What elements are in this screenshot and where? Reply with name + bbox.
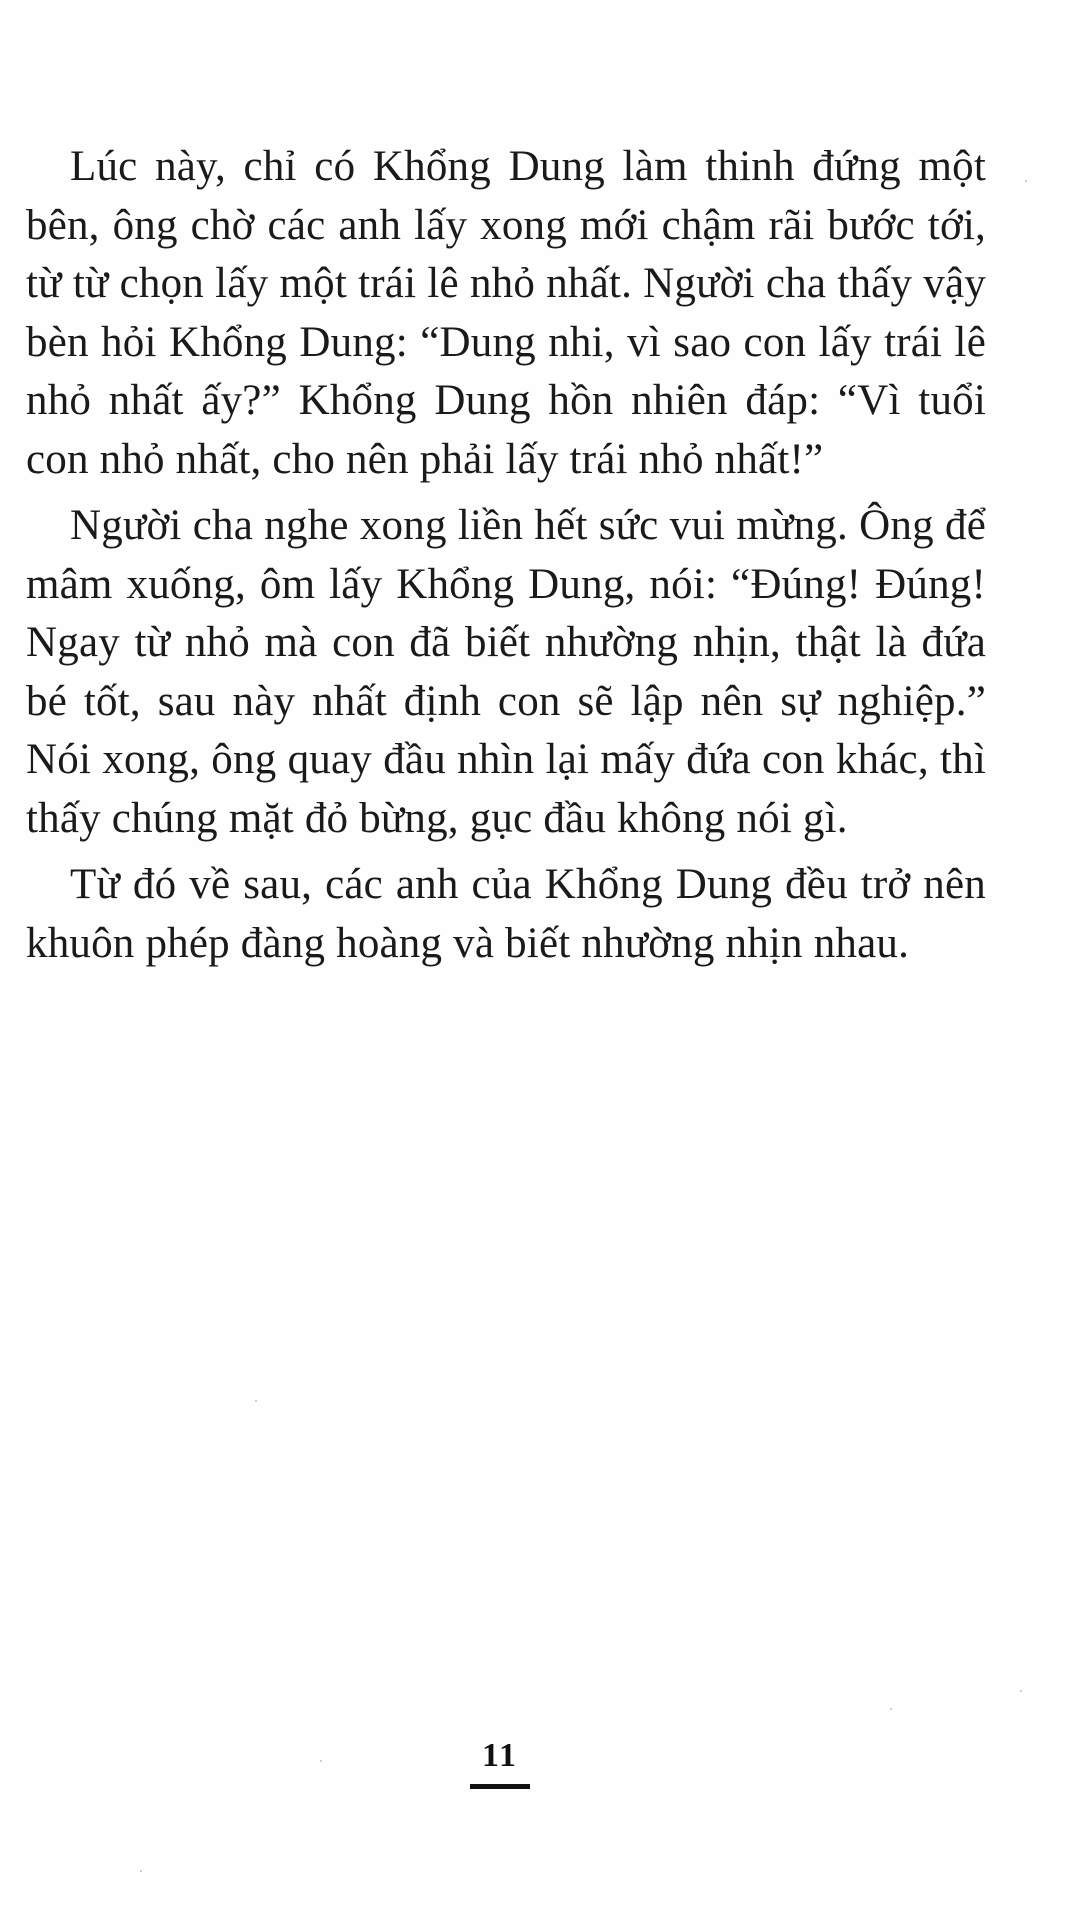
page-number-underline — [470, 1784, 530, 1789]
paper-speck — [255, 1400, 257, 1402]
paper-speck — [1020, 1690, 1022, 1692]
paragraph-3: Từ đó về sau, các anh của Khổng Dung đều trở nên khuôn phép đàng hoàng và biết nhường nhịn nhau. — [26, 861, 986, 967]
paper-speck — [890, 1708, 892, 1710]
paper-speck — [1025, 180, 1027, 182]
paper-speck — [140, 1870, 142, 1872]
paragraph-2: Người cha nghe xong liền hết sức vui mừng. Ông để mâm xuống, ôm lấy Khổng Dung, nói: “Đúng! Đúng! Ngay từ nhỏ mà con đã biết nhường nhịn, thật là đứa bé tốt, sau này nhất định con sẽ lập nên sự nghiệp.” Nói xong, ông quay đầu nhìn lại mấy đứa con khác, thì thấy chúng mặt đỏ bừng, gục đầu không nói gì. — [26, 502, 986, 842]
page-number: 11 — [481, 1737, 519, 1774]
paper-speck — [320, 1760, 322, 1762]
body-text — [26, 138, 986, 981]
paragraph-1: Lúc này, chỉ có Khổng Dung làm thinh đứng một bên, ông chờ các anh lấy xong mới chậm rãi bước tới, từ từ chọn lấy một trái lê nhỏ nhất. Người cha thấy vậy bèn hỏi Khổng Dung: “Dung nhi, vì sao con lấy trái lê nhỏ nhất ấy?” Khổng Dung hồn nhiên đáp: “Vì tuổi con nhỏ nhất, cho nên phải lấy trái nhỏ nhất!” — [26, 143, 986, 483]
